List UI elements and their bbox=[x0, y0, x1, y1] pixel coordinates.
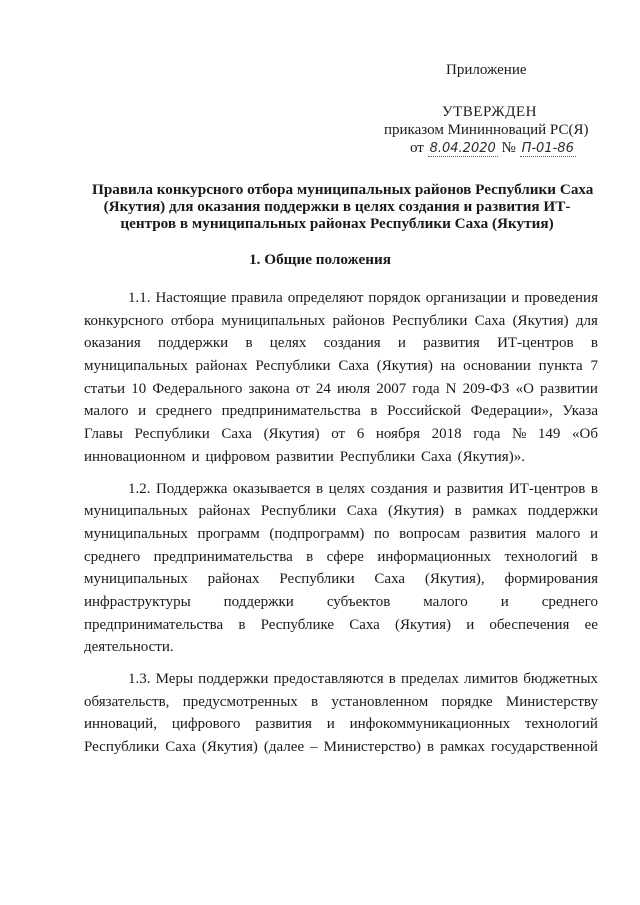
title-line: (Якутия) для оказания поддержки в целях создания и развития ИТ- bbox=[103, 198, 571, 215]
paragraph-line: Главы Республики Саха (Якутия) от 6 ноября 2018 года № 149 «Об bbox=[84, 426, 598, 443]
paragraph-line: муниципальных районах Республики Саха (Якутия), формирования bbox=[84, 571, 598, 588]
paragraph-line: оказания поддержки в целях создания и развития ИТ-центров в bbox=[84, 335, 598, 352]
handwritten-number: П-01-86 bbox=[521, 141, 574, 156]
paragraph-line: деятельности. bbox=[84, 639, 174, 656]
paragraph bbox=[84, 668, 598, 759]
paragraph-line: Республики Саха (Якутия) (далее – Министерство) в рамках государственной bbox=[84, 739, 598, 756]
paragraph-line: 1.1. Настоящие правила определяют порядок организации и проведения bbox=[128, 290, 598, 306]
paragraph-line: малого и среднего предпринимательства в Российской Федерации», Указа bbox=[84, 403, 598, 420]
paragraph-line: 1.2. Поддержка оказывается в целях создания и развития ИТ-центров в bbox=[128, 480, 598, 497]
approved-stamp-label: УТВЕРЖДЕН bbox=[442, 104, 537, 120]
order-reference: приказом Мининноваций РС(Я) bbox=[384, 122, 589, 138]
paragraph-line: статьи 10 Федерального закона от 24 июля 2007 года N 209-ФЗ «О развитии bbox=[84, 380, 598, 397]
number-prefix: № bbox=[501, 140, 516, 156]
document-title bbox=[92, 181, 594, 232]
appendix-label: Приложение bbox=[446, 62, 527, 78]
title-line: Правила конкурсного отбора муниципальных районов Республики Саха bbox=[92, 181, 594, 198]
document-body bbox=[84, 287, 598, 759]
handwritten-date: 8.04.2020 bbox=[429, 141, 496, 156]
order-date-number bbox=[410, 140, 576, 157]
approval-block bbox=[0, 0, 640, 160]
paragraph bbox=[84, 287, 598, 469]
paragraph-line: муниципальных районах Республики Саха (Якутия) на основании пункта 7 bbox=[84, 358, 598, 375]
paragraph-line: муниципальных районах Республики Саха (Якутия) в рамках поддержки bbox=[84, 503, 598, 520]
title-line: центров в муниципальных районах Республики Саха (Якутия) bbox=[120, 215, 554, 232]
paragraph-line: инфраструктуры поддержки субъектов малого и среднего bbox=[84, 593, 598, 610]
paragraph-line: обязательств, предусмотренных в установленном порядке Министерству bbox=[84, 693, 598, 710]
paragraph-line: 1.3. Меры поддержки предоставляются в пределах лимитов бюджетных bbox=[128, 671, 598, 687]
paragraph-line: муниципальных программ (подпрограмм) по вопросам развития малого и bbox=[84, 525, 598, 542]
paragraph-line: среднего предпринимательства в сфере информационных технологий в bbox=[84, 548, 598, 565]
paragraph-line: инновационном и цифровом развитии Республики Саха (Якутия)». bbox=[84, 448, 525, 465]
section-heading: 1. Общие положения bbox=[249, 251, 391, 268]
date-prefix: от bbox=[410, 140, 424, 156]
paragraph-line: инноваций, цифрового развития и инфокоммуникационных технологий bbox=[84, 716, 598, 733]
paragraph-line: предпринимательства в Республике Саха (Якутия) и обеспечения ее bbox=[84, 616, 598, 633]
paragraph bbox=[84, 478, 598, 660]
paragraph-line: конкурсного отбора муниципальных районов Республики Саха (Якутия) для bbox=[84, 312, 598, 329]
